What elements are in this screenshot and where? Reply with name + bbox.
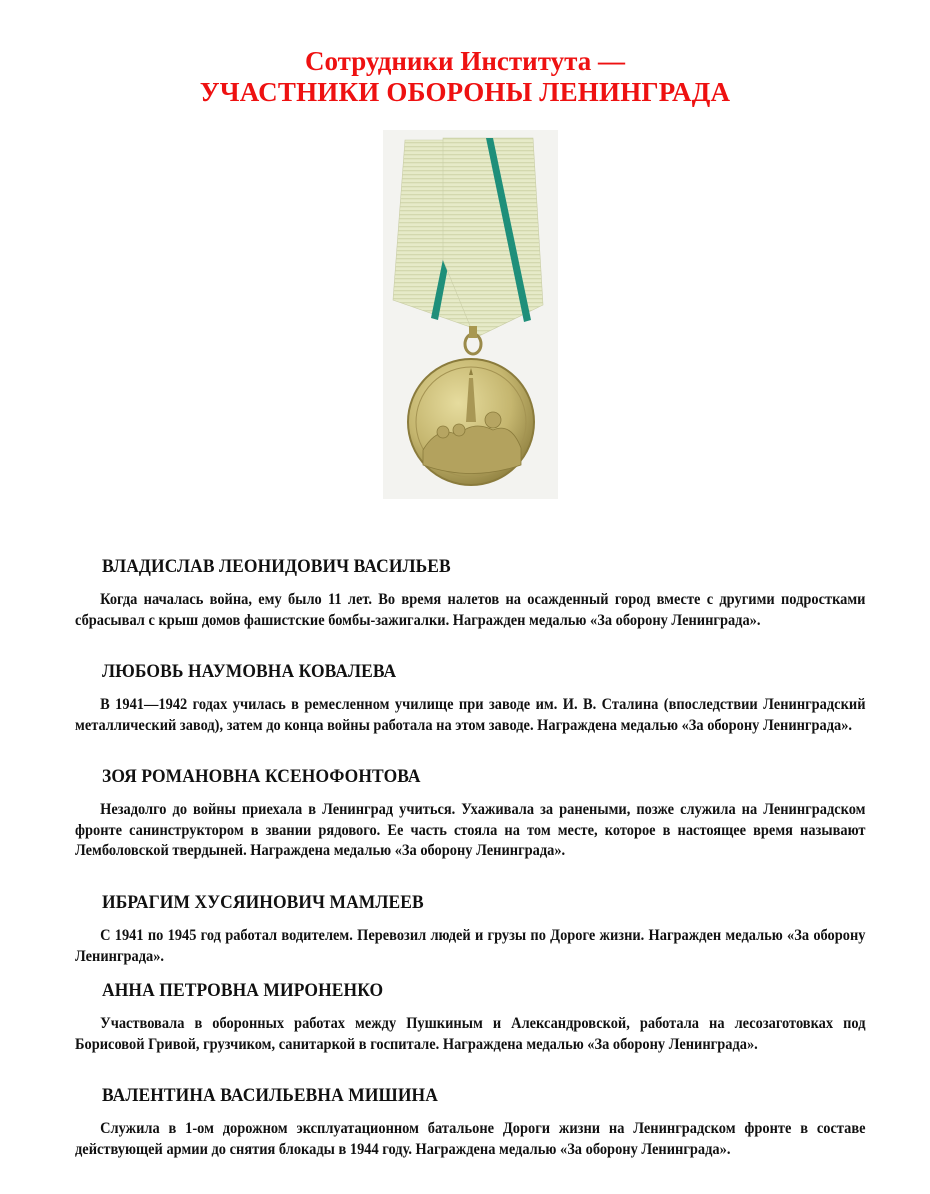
- person-entry: [75, 892, 865, 967]
- person-name: ЗОЯ РОМАНОВНА КСЕНОФОНТОВА: [102, 766, 421, 787]
- person-entry: [75, 1085, 865, 1160]
- person-bio: Когда началась война, ему было 11 лет. Во время налетов на осажденный город вместе с другими подростками сбрасывал с крыш домов фашистские бомбы-зажигалки. Награжден медалью «За оборону Ленинграда».: [75, 591, 866, 629]
- person-name: ВАЛЕНТИНА ВАСИЛЬЕВНА МИШИНА: [102, 1085, 438, 1106]
- medal-image: [383, 130, 558, 499]
- page-title-line2: УЧАСТНИКИ ОБОРОНЫ ЛЕНИНГРАДА: [199, 77, 731, 107]
- person-bio: С 1941 по 1945 год работал водителем. Перевозил людей и грузы по Дороге жизни. Награжден медалью «За оборону Ленинграда».: [75, 927, 866, 965]
- medal-illustration: [383, 130, 558, 499]
- person-name: ЛЮБОВЬ НАУМОВНА КОВАЛЕВА: [102, 661, 397, 682]
- person-entry: [75, 661, 865, 736]
- person-name: ВЛАДИСЛАВ ЛЕОНИДОВИЧ ВАСИЛЬЕВ: [102, 556, 451, 577]
- person-bio: Участвовала в оборонных работах между Пушкиным и Александровской, работала на лесозаготовках под Борисовой Гривой, грузчиком, санитаркой в госпитале. Награждена медалью «За оборону Ленинграда».: [75, 1015, 866, 1053]
- person-bio: Служила в 1-ом дорожном эксплуатационном батальоне Дороги жизни на Ленинградском фронте в составе действующей армии до снятия блокады в 1944 году. Награждена медалью «За оборону Ленинграда».: [75, 1120, 866, 1158]
- person-entry: [75, 980, 865, 1055]
- person-name: ИБРАГИМ ХУСЯИНОВИЧ МАМЛЕЕВ: [102, 892, 424, 913]
- person-entry: [75, 556, 865, 631]
- person-entry: [75, 766, 865, 862]
- person-name: АННА ПЕТРОВНА МИРОНЕНКО: [102, 980, 384, 1001]
- person-bio: Незадолго до войны приехала в Ленинград учиться. Ухаживала за ранеными, позже служила на Ленинградском фронте санинструктором в звании рядового. Ее часть стояла на том месте, которое в настоящее время называют Лемболовской твердыней. Награждена медалью «За оборону Ленинграда».: [75, 801, 866, 859]
- page-title-line1: Сотрудники Института —: [305, 46, 625, 76]
- person-bio: В 1941—1942 годах училась в ремесленном училище при заводе им. И. В. Сталина (впоследствии Ленинградский металлический завод), затем до конца войны работала на этом заводе. Награждена медалью «За оборону Ленинграда».: [75, 696, 866, 734]
